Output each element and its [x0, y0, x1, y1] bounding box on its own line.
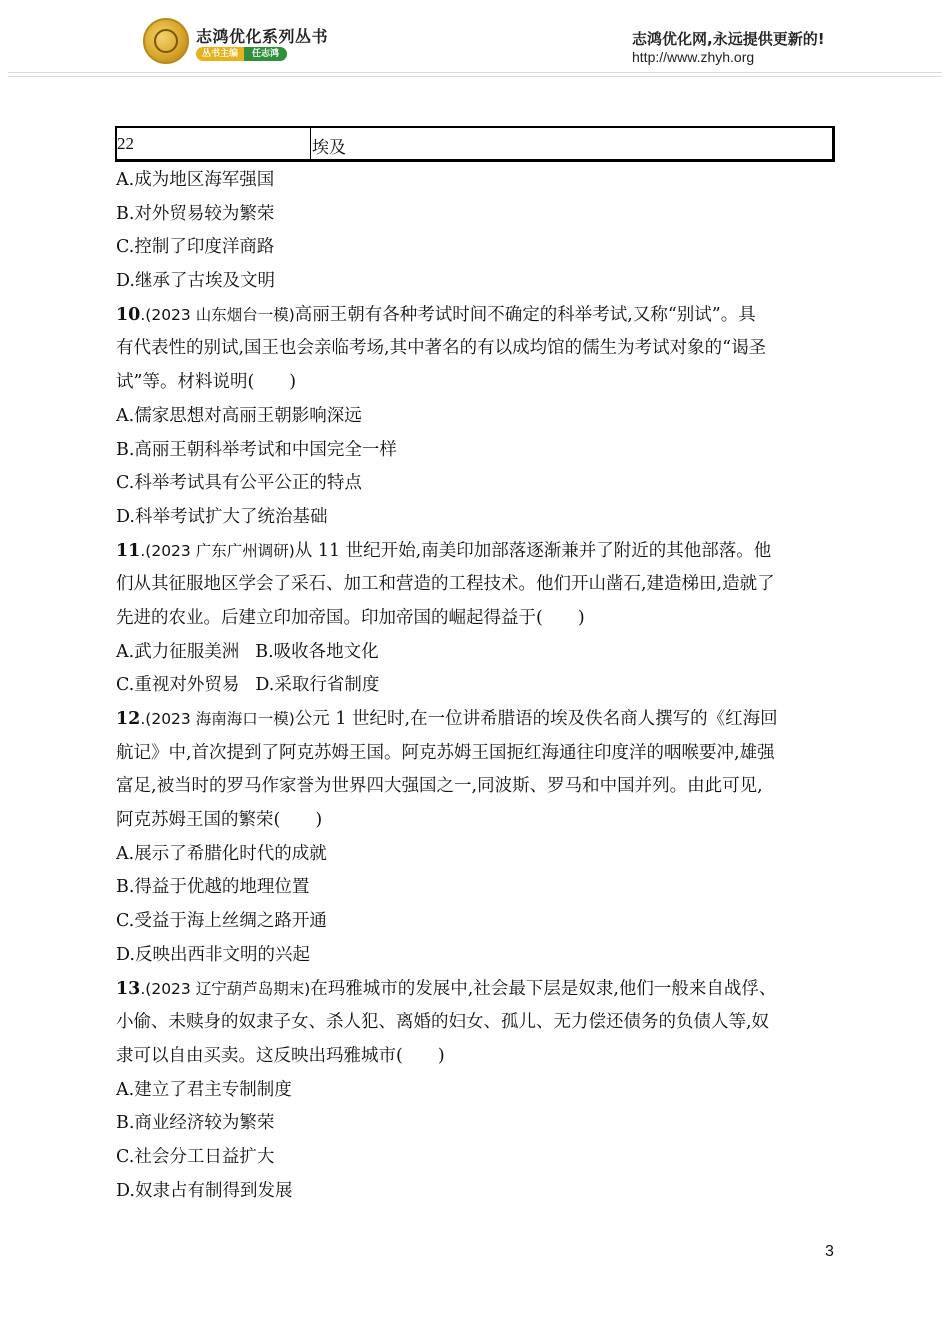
q10-option-b: B.高丽王朝科举考试和中国完全一样 [116, 439, 397, 460]
q13-option-b: B.商业经济较为繁荣 [116, 1113, 275, 1134]
q11-text-3: 先进的农业。后建立印加帝国。印加帝国的崛起得益于( ) [116, 607, 585, 628]
q10-option-d: D.科举考试扩大了统治基础 [116, 506, 328, 527]
q13-text-1: 在玛雅城市的发展中,社会最下层是奴隶,他们一般来自战俘、 [310, 978, 777, 999]
series-title: 志鸿优化系列丛书 [196, 27, 329, 46]
q11-number: 11 [116, 540, 141, 561]
table-fragment [115, 126, 835, 162]
q10-stem-line [116, 299, 836, 333]
header-divider-2 [8, 76, 942, 77]
page-number: 3 [825, 1243, 834, 1260]
q11-text-2: 们从其征服地区学会了采石、加工和营造的工程技术。他们开山凿石,建造梯田,造就了 [116, 574, 775, 595]
page-header [0, 0, 950, 80]
q13-option-c: C.社会分工日益扩大 [116, 1146, 275, 1167]
q13-source: .(2023 辽宁葫芦岛期末) [140, 979, 311, 998]
q10-number: 10 [116, 304, 141, 325]
q10-option-a: A.儒家思想对高丽王朝影响深远 [116, 405, 362, 426]
q12-stem-line [116, 703, 836, 737]
q12-option-a: A.展示了希腊化时代的成就 [116, 843, 327, 864]
q12-number: 12 [116, 709, 141, 729]
table-cell-number: 22 [117, 134, 134, 153]
q13-text-3: 隶可以自由买卖。这反映出玛雅城市( ) [116, 1045, 445, 1066]
q13-option-a: A.建立了君主专制制度 [116, 1079, 292, 1100]
q11-text-1: 从 11 世纪开始,南美印加部落逐渐兼并了附近的其他部落。他 [294, 540, 772, 561]
q12-text-4: 阿克苏姆王国的繁荣( ) [116, 810, 323, 831]
q9-option-a: A.成为地区海军强国 [116, 170, 275, 190]
q11-option-b: B.吸收各地文化 [255, 641, 379, 662]
q10-option-c: C.科举考试具有公平公正的特点 [116, 473, 362, 494]
q12-option-d: D.反映出西非文明的兴起 [116, 944, 310, 965]
q10-text-3: 试”等。材料说明( ) [116, 372, 297, 393]
q9-option-c: C.控制了印度洋商路 [116, 237, 275, 258]
editor-name: 任志鸿 [244, 47, 287, 61]
q9-option-b: B.对外贸易较为繁荣 [116, 203, 275, 224]
q10-source: .(2023 山东烟台一模) [140, 305, 295, 324]
question-list [116, 164, 836, 1208]
q10-text-2: 有代表性的别试,国王也会亲临考场,其中著名的有以成均馆的儒生为考试对象的“谒圣 [116, 338, 767, 359]
q11-options-ab [116, 636, 836, 670]
q11-option-d: D.采取行省制度 [255, 675, 380, 696]
q10-text-1: 高丽王朝有各种考试时间不确定的科举考试,又称“别试”。具 [294, 304, 756, 325]
q12-option-b: B.得益于优越的地理位置 [116, 877, 310, 898]
editor-label: 丛书主编 [196, 47, 244, 61]
editor-badge [196, 47, 287, 61]
header-divider [8, 72, 942, 73]
q12-option-c: C.受益于海上丝绸之路开通 [116, 911, 327, 932]
q13-number: 13 [116, 978, 141, 999]
q11-source: .(2023 广东广州调研) [140, 541, 295, 560]
q13-stem-line [116, 973, 836, 1007]
q13-text-2: 小偷、未赎身的奴隶子女、杀人犯、离婚的妇女、孤儿、无力偿还债务的负债人等,奴 [116, 1012, 770, 1033]
q13-option-d: D.奴隶占有制得到发展 [116, 1180, 293, 1201]
q11-option-c: C.重视对外贸易 [116, 675, 240, 696]
q11-stem-line [116, 535, 836, 569]
table-cell-text: 埃及 [312, 138, 346, 158]
q11-option-a: A.武力征服美洲 [116, 641, 240, 662]
table-cell-divider [310, 128, 311, 159]
site-url: http://www.zhyh.org [632, 49, 755, 65]
site-slogan: 志鸿优化网,永远提供更新的! [632, 30, 825, 48]
series-logo-icon [143, 18, 189, 64]
q12-text-3: 富足,被当时的罗马作家誉为世界四大强国之一,同波斯、罗马和中国并列。由此可见, [116, 776, 763, 797]
q9-option-d: D.继承了古埃及文明 [116, 271, 275, 292]
q12-text-1: 公元 1 世纪时,在一位讲希腊语的埃及佚名商人撰写的《红海回 [294, 709, 778, 729]
q11-options-cd [116, 669, 836, 703]
q12-text-2: 航记》中,首次提到了阿克苏姆王国。阿克苏姆王国扼红海通往印度洋的咽喉要冲,雄强 [116, 742, 775, 763]
q12-source: .(2023 海南海口一模) [140, 710, 295, 728]
